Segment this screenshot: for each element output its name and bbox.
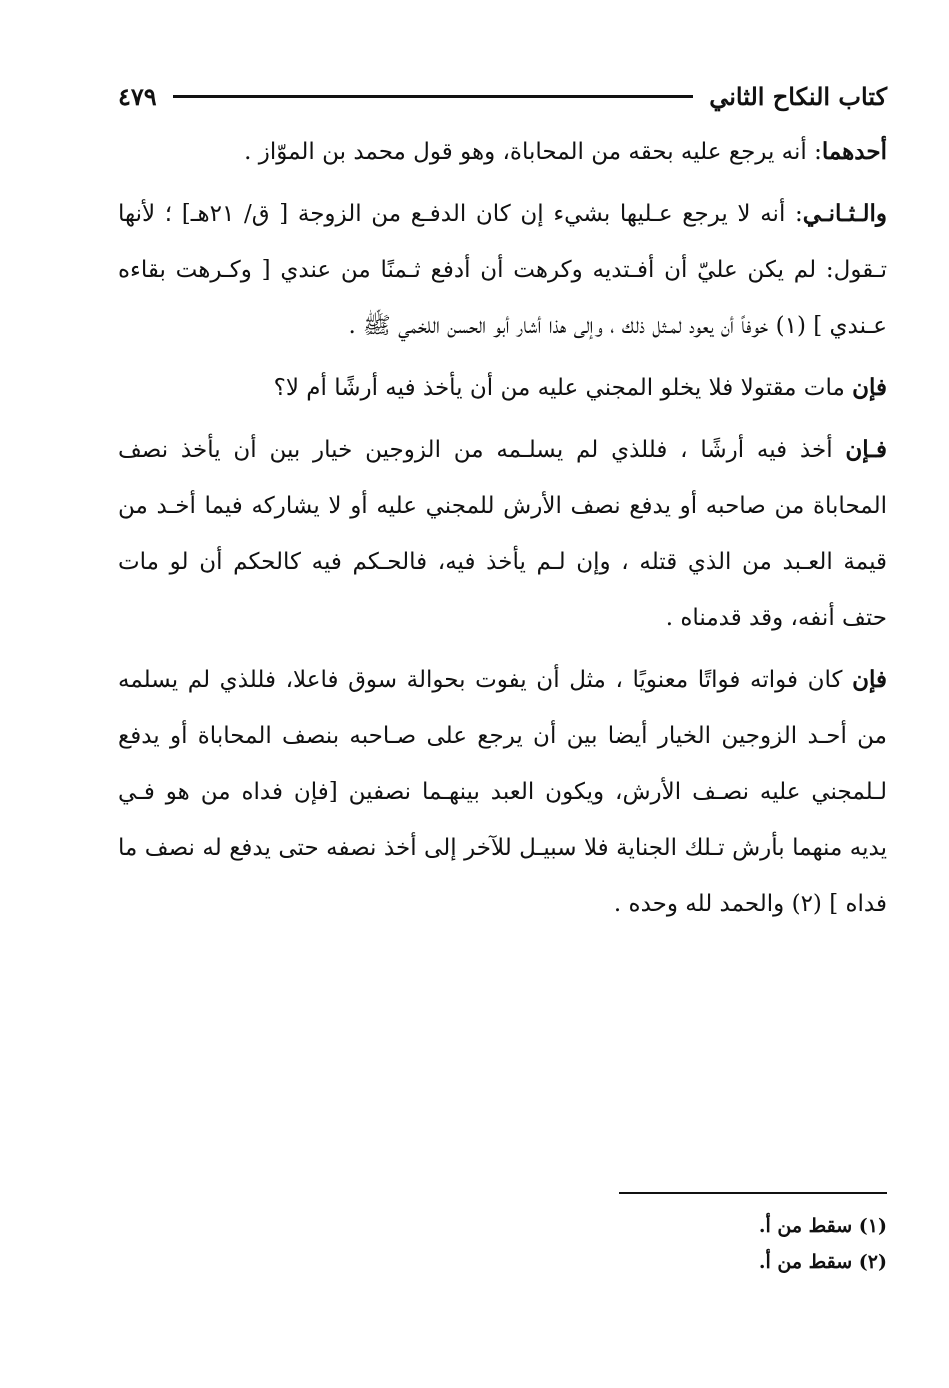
paragraph-text: مات مقتولا فلا يخلو المجني عليه من أن يأخذ فيه أرشًا أم لا؟: [273, 375, 853, 401]
paragraph-text: كان فواته فواتًا معنويًا ، مثل أن يفوت بحوالة سوق فاعلا، فللذي لم يسلمه من أحـد الزوجين الخيار أيضا بين أن يرجع على صـاحبه بنصف المحاباة أو يدفع لـلمجني عليه نصـف الأرش، ويكون العبد بينهـما نصفين [فإن فداه من هو فـي يديه منهما بأرش تـلك الجناية فلا سبيـل للآخر إلى أخذ نصفه حتى يدفع له نصف ما فداه ] (٢) والحمد لله وحده .: [118, 667, 887, 917]
paragraph-lead: فإن: [852, 374, 887, 401]
page-number: ٤٧٩: [118, 81, 157, 111]
chapter-title: كتاب النكاح الثاني: [709, 81, 887, 111]
paragraph-lead: فإن: [852, 666, 887, 693]
paragraph-3: [118, 360, 887, 416]
paragraph-lead: فـإن: [845, 436, 887, 463]
paragraph-lead: أحدهما: [821, 138, 887, 165]
header-rule: [173, 95, 694, 98]
running-header: [118, 74, 887, 118]
footnote-1: (١) سقط من أ.: [758, 1215, 887, 1237]
paragraph-text: : أنه يرجع عليه بحقه من المحاباة، وهو قول محمد بن الموّاز .: [244, 139, 822, 165]
body-text: [118, 124, 887, 938]
paragraph-4: [118, 422, 887, 646]
footnotes: [387, 1208, 887, 1280]
footnote-rule: [619, 1192, 887, 1194]
paragraph-lead: والـثـانـي: [802, 200, 887, 227]
paragraph-1: [118, 124, 887, 180]
paragraph-2: [118, 186, 887, 354]
paragraph-text: أخذ فيه أرشًا ، فللذي لم يسلـمه من الزوجين خيار بين أن يأخذ نصف المحاباة من صاحبه أو يدفع نصف الأرش للمجني عليه أو لا يشاركه فيما أخـد من قيمة العـبد من الذي قتله ، وإن لـم يأخذ فيه، فالحـكم فيه كالحكم أن لو مات حتف أنفه، وقد قدمناه .: [118, 437, 887, 631]
footnote-2: (٢) سقط من أ.: [758, 1251, 887, 1273]
paragraph-5: [118, 652, 887, 932]
paragraph-text: : أنه لا يرجع عـليها بشيء إن كان الدفـع من الزوجة [ ق/ ٢١هـ] ؛ لأنها تـقول: لم يكن عليّ أن أفـتديه وكرهت أن أدفع ثـمنًا من عندي [ وكـرهت بقاءه عـندي ] (١) خوفاً أن يعود لمـثل ذلك ، وإلى هذا أشار أبو الحسن اللخمي ﷺ .: [118, 201, 887, 339]
